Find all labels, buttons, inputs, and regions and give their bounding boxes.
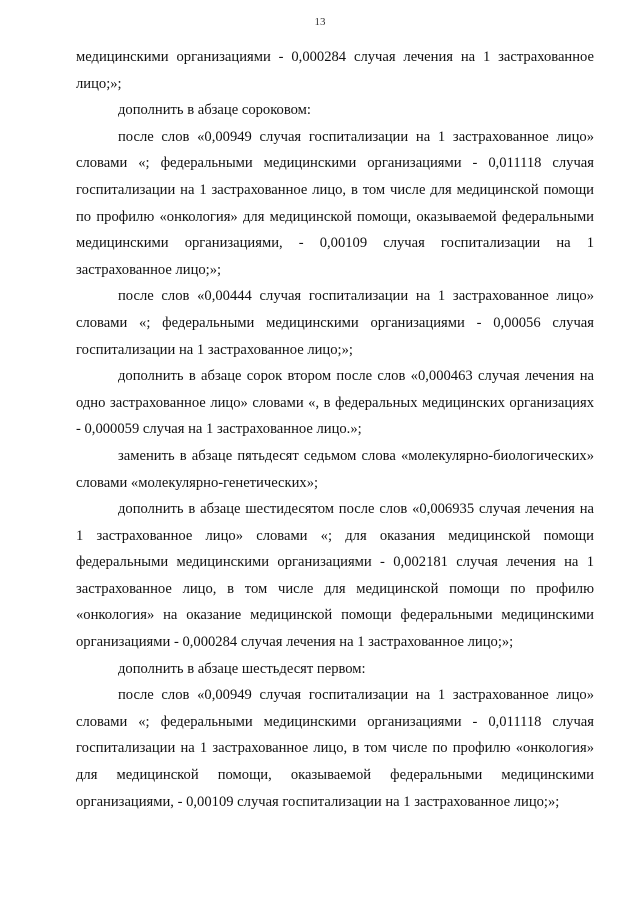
paragraph-continuation: медицинскими организациями - 0,000284 случая лечения на 1 застрахованное лицо;»;: [76, 49, 594, 92]
paragraph-amend-40: дополнить в абзаце сороковом:: [118, 102, 311, 119]
paragraph-replace-57: заменить в абзаце пятьдесят седьмом слова «молекулярно-биологических» словами «молекулярно-генетических»;: [76, 447, 594, 491]
paragraph-hospitalization-00444: после слов «0,00444 случая госпитализации на 1 застрахованное лицо» словами «; федеральными медицинскими организациями - 0,00056 случая госпитализации на 1 застрахованное лицо;»;: [76, 288, 594, 358]
document-body: [76, 44, 594, 815]
paragraph-hospitalization-00949-second: после слов «0,00949 случая госпитализации на 1 застрахованное лицо» словами «; федеральными медицинскими организациями - 0,011118 случая госпитализации на 1 застрахованное лицо, в том числе по профилю «онкология» для медицинской помощи, оказываемой федеральными медицинскими организациями, - 0,00109 случая госпитализации на 1 застрахованное лицо;»;: [76, 687, 594, 810]
page-number: 13: [314, 16, 326, 28]
paragraph-amend-60: дополнить в абзаце шестидесятом после слов «0,006935 случая лечения на 1 застрахованное лицо» словами «; для оказания медицинской помощи федеральными медицинскими организациями - 0,002181 случая лечения на 1 застрахованное лицо, в том числе для медицинской помощи по профилю «онкология» на оказание медицинской помощи федеральными медицинскими организациями - 0,000284 случая лечения на 1 застрахованное лицо;»;: [76, 501, 594, 651]
paragraph-hospitalization-00949: после слов «0,00949 случая госпитализации на 1 застрахованное лицо» словами «; федеральными медицинскими организациями - 0,011118 случая госпитализации на 1 застрахованное лицо, в том числе для медицинской помощи по профилю «онкология» для медицинской помощи, оказываемой федеральными медицинскими организациями, - 0,00109 случая госпитализации на 1 застрахованное лицо;»;: [76, 128, 594, 278]
paragraph-amend-42: дополнить в абзаце сорок втором после слов «0,000463 случая лечения на одно застрахованное лицо» словами «, в федеральных медицинских организациях - 0,000059 случая на 1 застрахованное лицо.»;: [76, 368, 594, 438]
paragraph-amend-61: дополнить в абзаце шестьдесят первом:: [118, 660, 366, 677]
